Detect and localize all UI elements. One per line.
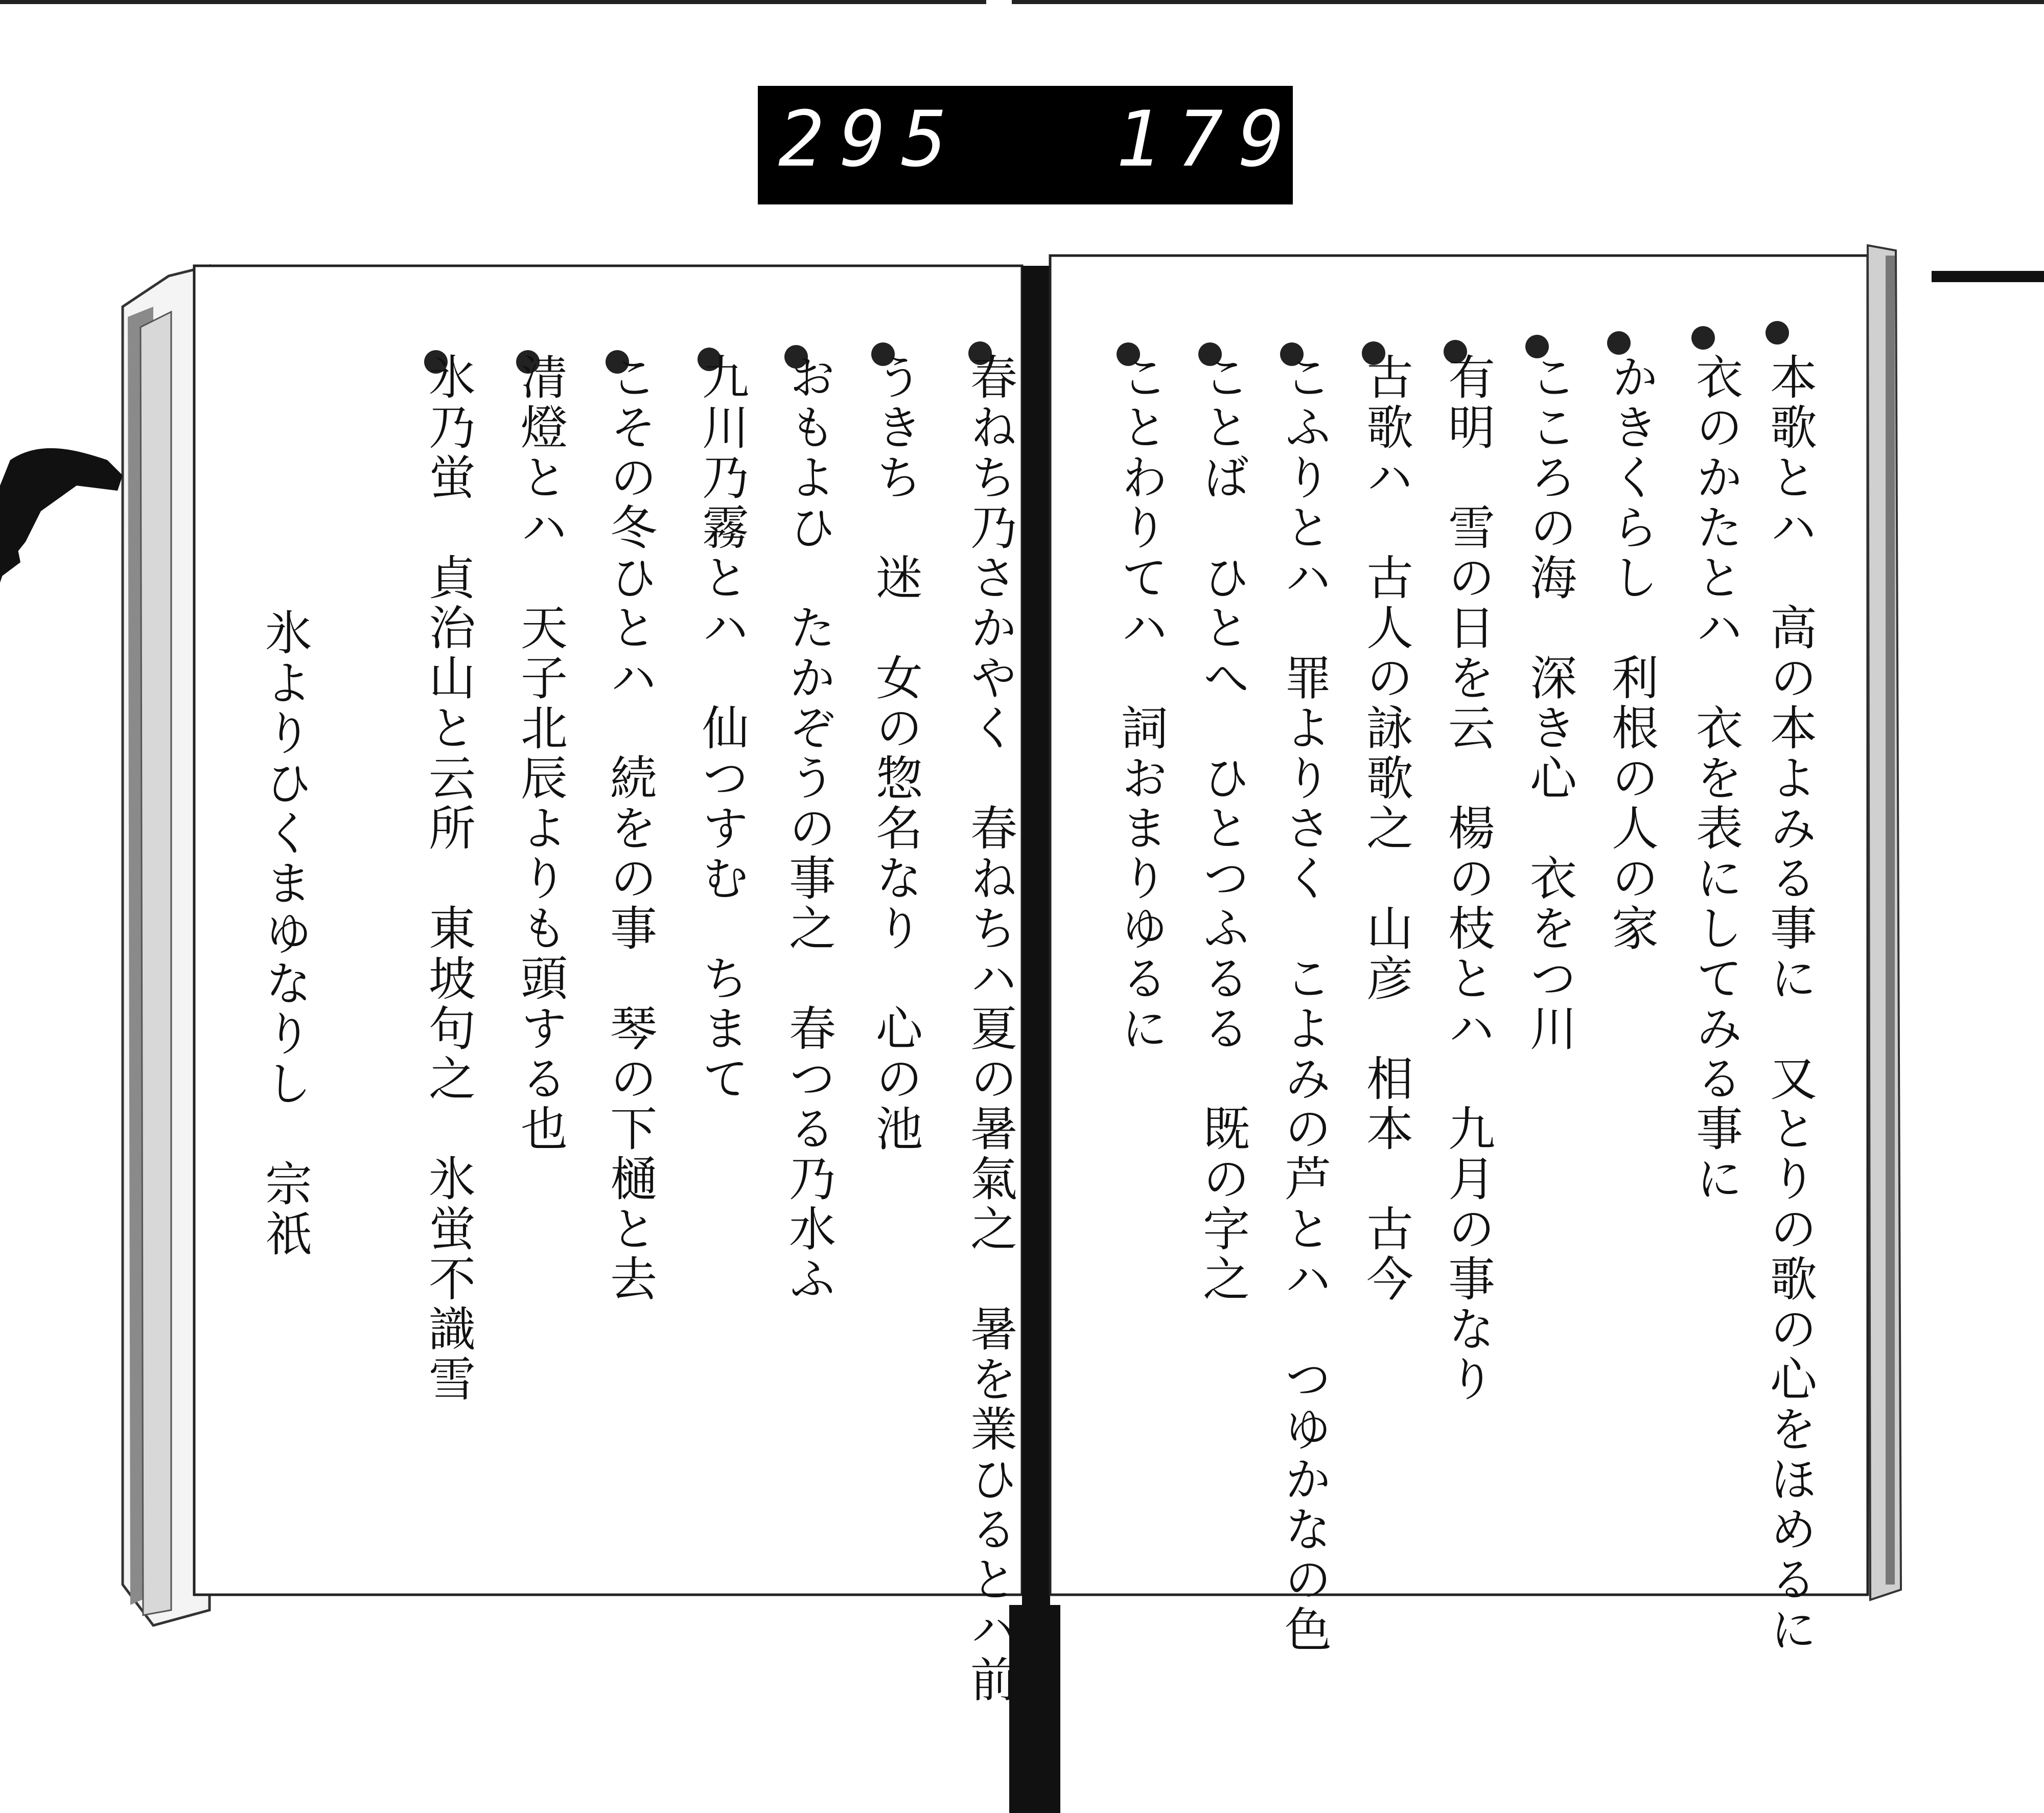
right-column-8: ことば ひとへ ひとつふるる 既の字之 xyxy=(1195,353,1250,1304)
right-page xyxy=(1048,266,1875,1655)
left-column-4: 九川乃霧とハ 仙つすむ ちまて xyxy=(694,353,749,1104)
bullet-dot xyxy=(1766,321,1789,345)
left-column-5: こその冬ひとハ 続をの事 琴の下樋と去 xyxy=(602,353,657,1304)
bullet-dot xyxy=(1691,326,1715,350)
right-column-3: かきくらし 利根の人の家 xyxy=(1604,353,1659,954)
catalog-number-label xyxy=(758,86,1300,204)
right-column-5: 有明 雪の日を云 楊の枝とハ 九月の事なり xyxy=(1441,353,1495,1405)
left-column-1: 春ねち乃さかやく 春ねちハ夏の暑氣之 暑を業ひるとハ前 xyxy=(963,353,1017,1705)
right-column-7: こふりとハ 罪よりさく こよみの芦とハ つゆかなの色 xyxy=(1277,353,1332,1655)
right-column-1: 本歌とハ 高の本よみる事に 又とりの歌の心をほめるに xyxy=(1762,353,1817,1655)
left-column-8: 氷よりひくまゆなりし 宗祇 xyxy=(258,608,312,1259)
right-column-9: ことわりてハ 詞おまりゆるに xyxy=(1113,353,1168,1054)
catalog-number-right: 179 xyxy=(1116,95,1300,184)
catalog-number-left: 295 xyxy=(778,95,963,184)
right-column-6: 古歌ハ 古人の詠歌之 山彦 相本 古今 xyxy=(1359,353,1413,1304)
bullet-dot xyxy=(1607,331,1631,355)
left-column-6: 清燈とハ 天子北辰よりも頭する也 xyxy=(513,353,568,1154)
left-column-7: 氷乃蛍 貞治山と云所 東坡句之 氷蛍不識雪 xyxy=(421,353,476,1405)
left-column-3: おもよひ たかぞうの事之 春つる乃水ふ xyxy=(781,353,836,1304)
right-column-4: こころの海 深き心 衣をつ川 xyxy=(1522,353,1577,1054)
right-column-2: 衣のかたとハ 衣を表にしてみる事に xyxy=(1688,353,1743,1204)
left-column-2: うきち 迷 女の惣名なり 心の池 xyxy=(868,353,923,1154)
left-page xyxy=(189,266,1017,1705)
